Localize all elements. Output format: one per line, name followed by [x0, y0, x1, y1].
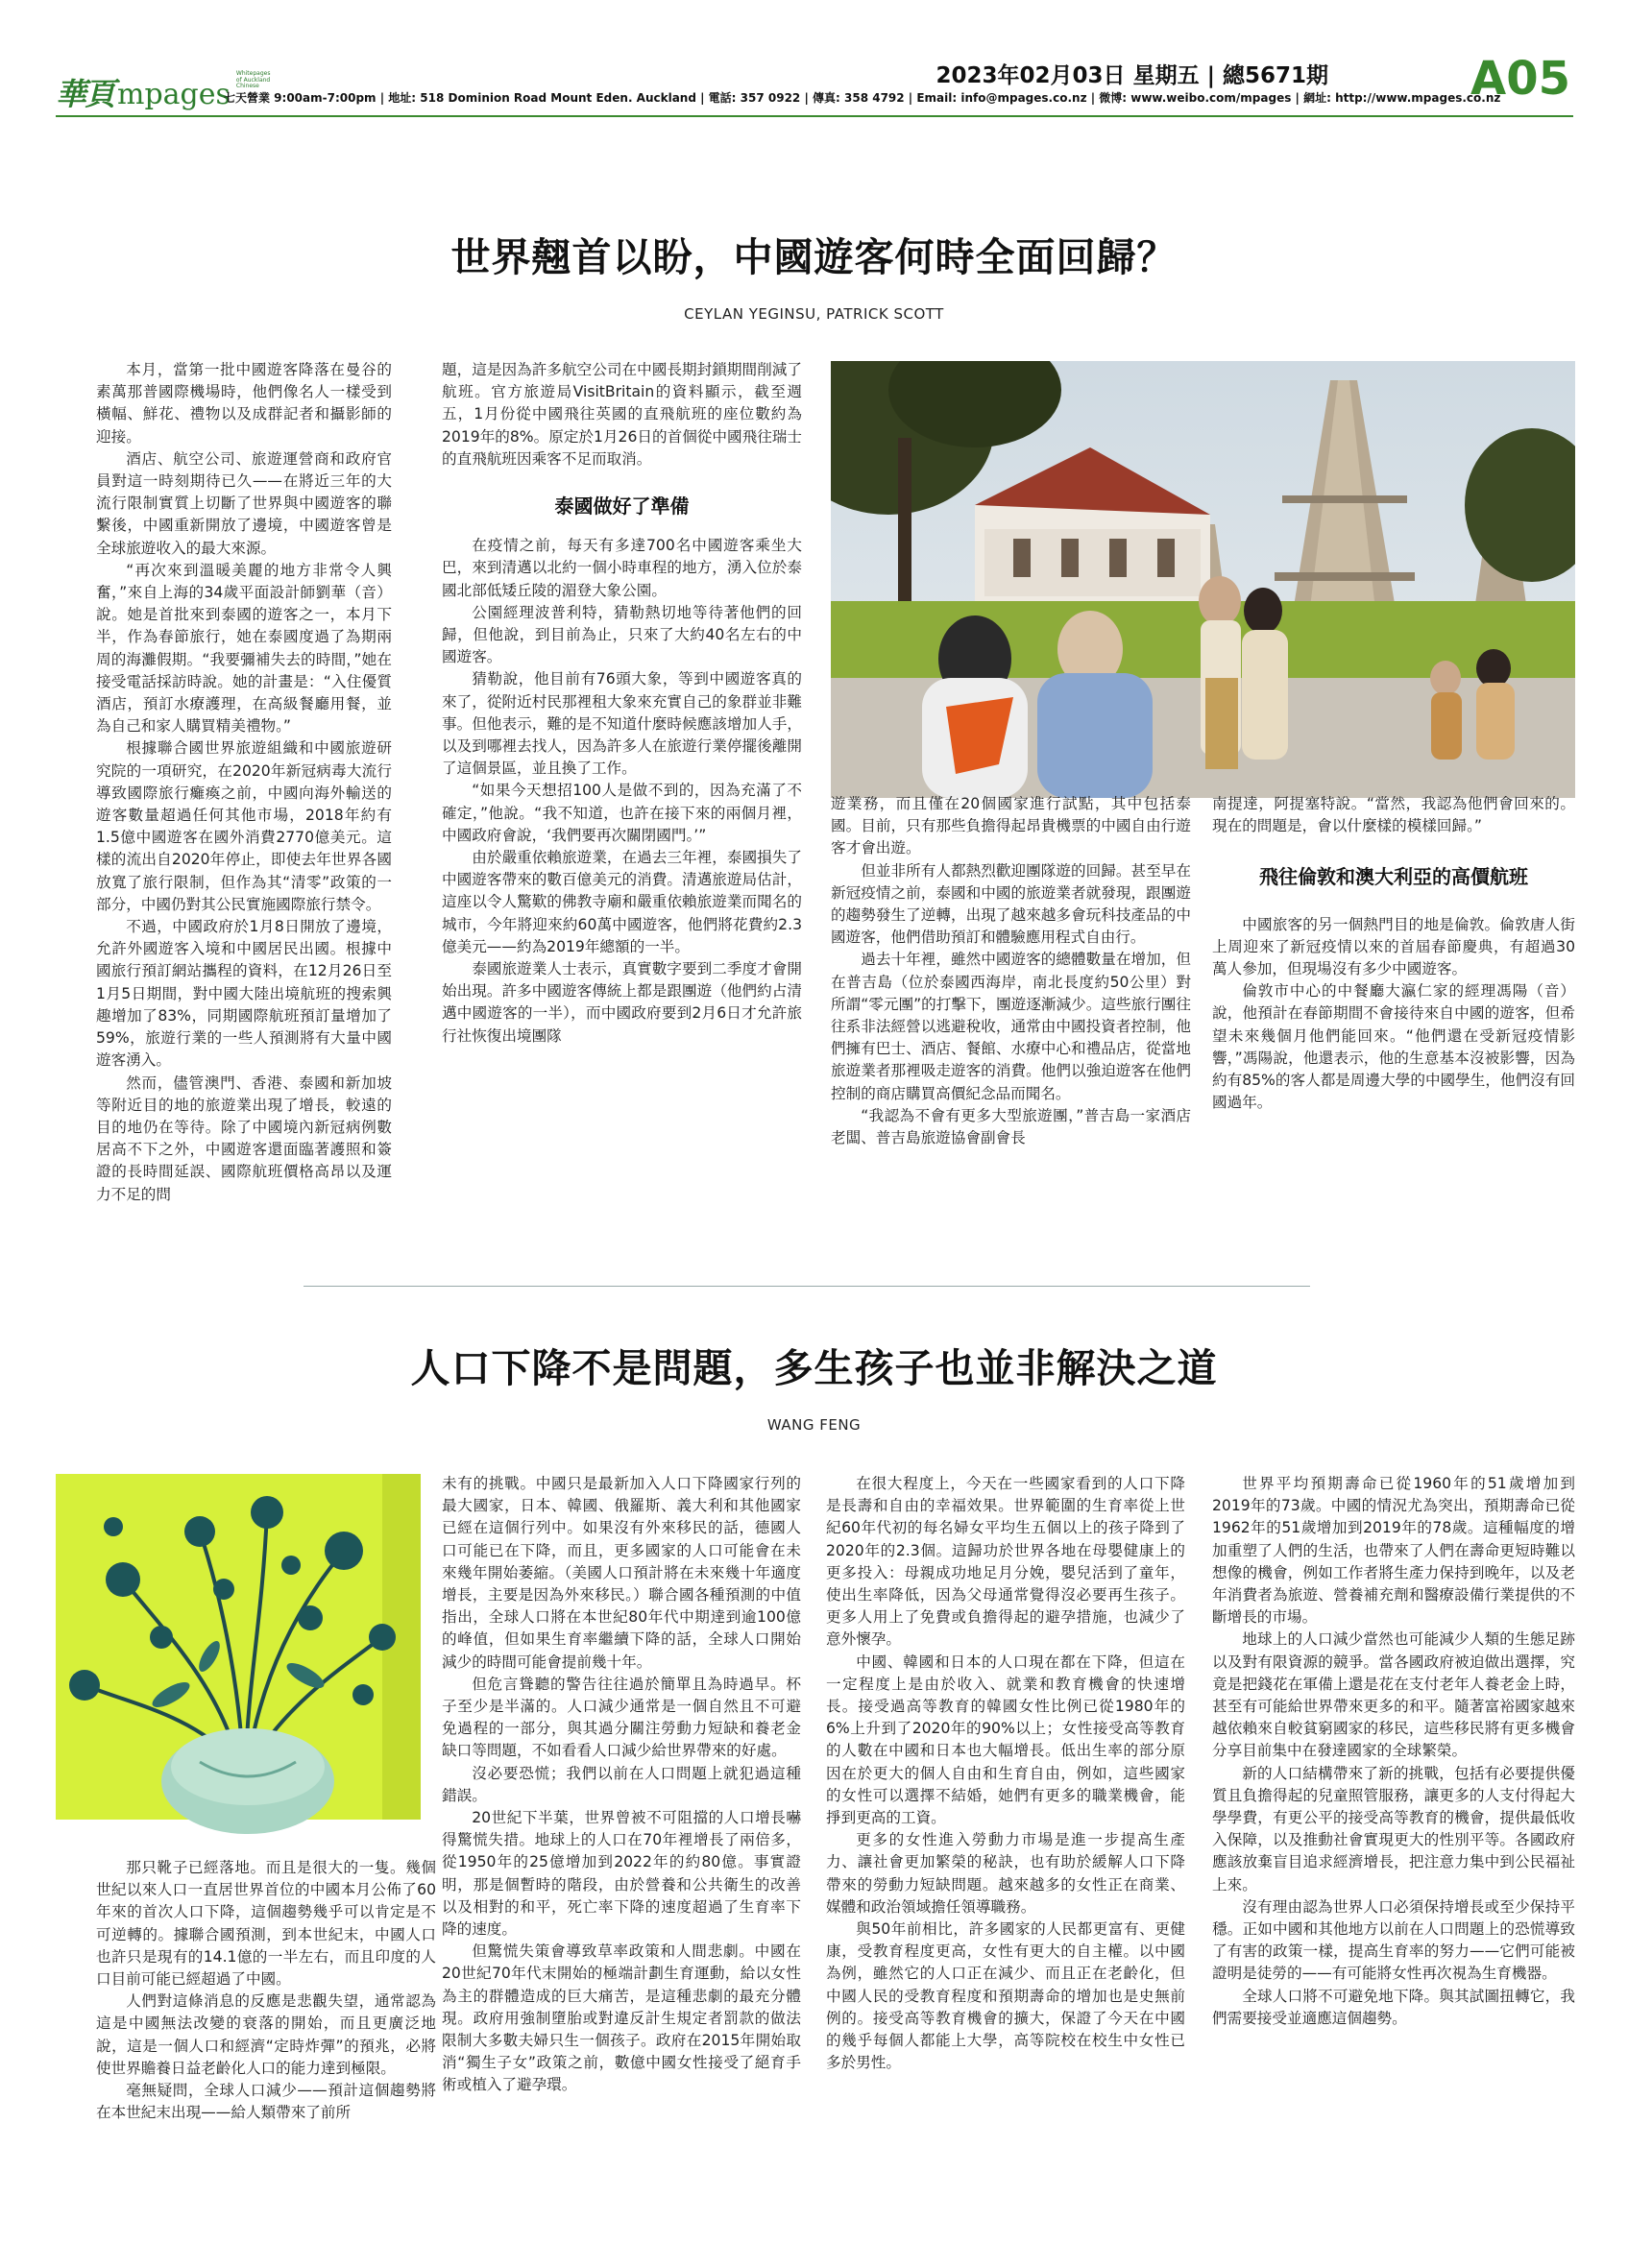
issue-dateline: 2023年02月03日 星期五 | 總5671期: [935, 63, 1328, 88]
paragraph: 未有的挑戰。中國只是最新加入人口下降國家行列的最大國家，日本、韓國、俄羅斯、義大利和其他國家已經在這個行列中。如果沒有外來移民的話，德國人口可能已在下降，而且，更多國家的人口可能會在未來幾年開始萎縮。（美國人口預計將在未來幾十年適度增長，主要是因為外來移民。）聯合國各種預測的中值指出，全球人口將在本世紀80年代中期達到逾100億的峰值，但如果生育率繼續下降的話，全球人口開始減少的時間可能會提前幾十年。: [442, 1475, 801, 1671]
paragraph: 由於嚴重依賴旅遊業，在過去三年裡，泰國損失了中國遊客帶來的數百億美元的消費。清邁旅遊局估計，這座以令人驚歎的佛教寺廟和嚴重依賴旅遊業而聞名的城市，今年將迎來約60萬中國遊客，他們將花費約2.3億美元——約為2019年總額的一半。: [442, 849, 802, 955]
paragraph: “我認為不會有更多大型旅遊團，”普吉島一家酒店老闆、普吉島旅遊協會副會長: [831, 1106, 1191, 1147]
page-number: A05: [1470, 52, 1570, 106]
paragraph: 酒店、航空公司、旅遊運營商和政府官員對這一時刻期待已久——在將近三年的大流行限制實質上切斷了世界與中國遊客的聯繫後，中國重新開放了邊境，中國遊客曾是全球旅遊收入的最大來源。: [96, 449, 392, 557]
paragraph: 新的人口結構帶來了新的挑戰，包括有必要提供優質且負擔得起的兒童照管服務，讓更多的人支付得起大學學費，有更公平的接受高等教育的機會，提供最低收入保障，以及推動社會實現更大的性別平等。各國政府應該放棄盲目追求經濟增長，把注意力集中到公民福祉上來。: [1212, 1764, 1575, 1894]
bouquet-artwork: [56, 1474, 435, 1834]
article2-headline: 人口下降不是問題，多生孩子也並非解決之道: [410, 1345, 1218, 1391]
article1-column-2: [442, 359, 802, 1048]
temple-tourists-photo: [831, 361, 1575, 798]
paragraph: 公園經理波普利特，猜勒熱切地等待著他們的回歸，但他說，到目前為止，只來了大約40名左右的中國遊客。: [442, 603, 802, 666]
paragraph: 猜勒說，他目前有76頭大象，等到中國遊客真的來了，從附近村民那裡租大象來充實自己的象群並非難事。但他表示，難的是不知道什麼時候應該增加人手，以及到哪裡去找人，因為許多人在旅遊行業停擺後離開了這個景區，並且換了工作。: [442, 670, 802, 778]
article-divider: [304, 1286, 1310, 1287]
header-rule: [56, 115, 1573, 117]
paragraph: “再次來到溫暖美麗的地方非常令人興奮，”來自上海的34歲平面設計師劉華（音）說。她是首批來到泰國的遊客之一，本月下半，作為春節旅行，她在泰國度過了為期兩周的海灘假期。“我要彌補失去的時間，”她在接受電話採訪時說。她的計畫是：“入住優質酒店，預訂水療護理，在高級餐廳用餐，並為自己和家人購買精美禮物。”: [96, 561, 392, 736]
article1-headline: 世界翹首以盼，中國遊客何時全面回歸？: [450, 234, 1178, 280]
paragraph: 更多的女性進入勞動力市場是進一步提高生產力、讓社會更加繁榮的秘訣，也有助於緩解人口下降帶來的勞動力短缺問題。越來越多的女性正在商業、媒體和政治領域擔任領導職務。: [826, 1831, 1185, 1916]
article1-subhead-flights: 飛往倫敦和澳大利亞的高價航班: [1259, 865, 1528, 889]
paragraph: 但驚慌失策會導致草率政策和人間悲劇。中國在20世紀70年代末開始的極端計劃生育運動，給以女性為主的群體造成的巨大痛苦，是這種悲劇的最充分體現。政府用強制墮胎或對違反計生規定者罰款的做法限制大多數夫婦只生一個孩子。政府在2015年開始取消“獨生子女”政策之前，數億中國女性接受了絕育手術或植入了避孕環。: [442, 1942, 801, 2094]
paragraph: 在疫情之前，每天有多達700名中國遊客乘坐大巴，來到清邁以北約一個小時車程的地方，湧入位於泰國北部低矮丘陵的湄登大象公園。: [442, 537, 802, 599]
paragraph: 不過，中國政府於1月8日開放了邊境，允許外國遊客入境和中國居民出國。根據中國旅行預訂網站攜程的資料，在12月26日至1月5日期間，對中國大陸出境航班的搜索興趣增加了83%，同期國際航班預訂量增加了59%，旅遊行業的一些人預測將有大量中國遊客湧入。: [96, 918, 392, 1070]
paragraph: 沒必要恐慌；我們以前在人口問題上就犯過這種錯誤。: [442, 1764, 801, 1804]
logo-chinese: 華頁: [56, 75, 114, 112]
paragraph: 題，這是因為許多航空公司在中國長期封鎖期間削減了航班。官方旅遊局VisitBritain的資料顯示，截至週五，1月份從中國飛往英國的直飛航班的座位數約為2019年的8%。原定於1月26日的首個從中國飛往瑞士的直飛航班因乘客不足而取消。: [442, 361, 802, 468]
article2-column-1: [96, 1857, 436, 2124]
paragraph: 全球人口將不可避免地下降。與其試圖扭轉它，我們需要接受並適應這個趨勢。: [1212, 1987, 1575, 2027]
paragraph: 沒有理由認為世界人口必須保持增長或至少保持平穩。正如中國和其他地方以前在人口問題上的恐慌導致了有害的政策一樣，提高生育率的努力——它們可能被證明是徒勞的——有可能將女性再次視為生育機器。: [1212, 1897, 1575, 1983]
article2-column-2: [442, 1473, 801, 2097]
paragraph: 根據聯合國世界旅遊組織和中國旅遊研究院的一項研究，在2020年新冠病毒大流行導致國際旅行癱瘓之前，中國向海外輸送的遊客數量超過任何其他市場，2018年約有1.5億中國遊客在國外消費2770億美元。這樣的流出自2020年停止，即使去年世界各國放寬了旅行限制，但作為其“清零”政策的一部分，中國仍對其公民實施國際旅行禁令。: [96, 739, 392, 913]
paragraph: 世界平均預期壽命已從1960年的51歲增加到2019年的73歲。中國的情況尤為突出，預期壽命已從1962年的51歲增加到2019年的78歲。這種幅度的增加重塑了人們的生活，也帶來了人們在壽命更短時難以想像的機會，例如工作者將生產力保持到晚年，以及老年消費者為旅遊、營養補充劑和醫療設備行業提供的不斷增長的市場。: [1212, 1475, 1575, 1627]
paragraph: 中國、韓國和日本的人口現在都在下降，但這在一定程度上是由於收入、就業和教育機會的快速增長。接受過高等教育的韓國女性比例已從1980年的6%上升到了2020年的90%以上；女性接受高等教育的人數在中國和日本也大幅增長。低出生率的部分原因在於更大的個人自由和生育自由，例如，這些國家的女性可以選擇不結婚，她們有更多的職業機會，能掙到更高的工資。: [826, 1653, 1185, 1827]
paragraph: 但危言聳聽的警告往往過於簡單且為時過早。杯子至少是半滿的。人口減少通常是一個自然且不可避免過程的一部分，與其過分關注勞動力短缺和養老金缺口等問題，不如看看人口減少給世界帶來的好處。: [442, 1675, 801, 1760]
article1-subhead-thailand: 泰國做好了準備: [554, 495, 690, 519]
article1-column-1: [96, 359, 392, 1206]
article1-byline: CEYLAN YEGINSU, PATRICK SCOTT: [684, 305, 944, 323]
contact-info-line: 七天營業 9:00am-7:00pm | 地址: 518 Dominion Road Mount Eden. Auckland | 電話: 357 0922 | 傳真: 358 4792 | Email: info@mpages.co.nz | 微博: www.weibo.com/mpages | 網址: http://www.mpages.co.nz: [224, 91, 1501, 105]
paragraph: 過去十年裡，雖然中國遊客的總體數量在增加，但在普吉島（位於泰國西海岸，南北長度約50公里）對所謂“零元團”的打擊下，團遊逐漸減少。這些旅行團往往系非法經營以逃避稅收，通常由中國投資者控制，他們擁有巴士、酒店、餐館、水療中心和禮品店，從當地旅遊業者那裡吸走遊客的消費。他們以強迫遊客在他們控制的商店購買高價紀念品而聞名。: [831, 951, 1191, 1102]
article2-column-4: [1212, 1473, 1575, 2030]
paragraph: 地球上的人口減少當然也可能減少人類的生態足跡以及對有限資源的競爭。當各國政府被迫做出選擇，究竟是把錢花在軍備上還是花在支付老年人養老金上時，甚至有可能給世界帶來更多的和平。隨著富裕國家越來越依賴來自較貧窮國家的移民，這些移民將有更多機會分享目前集中在發達國家的全球繁榮。: [1212, 1630, 1575, 1760]
paragraph: 那只靴子已經落地。而且是很大的一隻。幾個世紀以來人口一直居世界首位的中國本月公佈了60年來的首次人口下降，這個趨勢幾乎可以肯定是不可逆轉的。據聯合國預測，到本世紀末，中國人口也許只是現有的14.1億的一半左右，而且印度的人口目前可能已經超過了中國。: [96, 1859, 436, 1989]
paragraph: 本月，當第一批中國遊客降落在曼谷的素萬那普國際機場時，他們像名人一樣受到橫幅、鮮花、禮物以及成群記者和攝影師的迎接。: [96, 361, 392, 446]
logo-tagline: Whitepages of Auckland Chinese: [235, 70, 271, 90]
paragraph: 與50年前相比，許多國家的人民都更富有、更健康，受教育程度更高，女性有更大的自主權。以中國為例，雖然它的人口正在減少、而且正在老齡化，但中國人民的受教育程度和預期壽命的增加也是史無前例的。接受高等教育機會的擴大，保證了今天在中國的幾乎每個人都能上大學，高等院校在校生中女性已多於男性。: [826, 1920, 1185, 2072]
logo-english: mpages: [117, 77, 231, 111]
article1-column-4: [1212, 793, 1575, 1114]
article2-column-3: [826, 1473, 1185, 2074]
paragraph: 人們對這條消息的反應是悲觀失望，通常認為這是中國無法改變的衰落的開始，而且更廣泛地說，這是一個人口和經濟“定時炸彈”的預兆，必將使世界贍養日益老齡化人口的能力達到極限。: [96, 1992, 436, 2077]
paragraph: “如果今天想招100人是做不到的，因為充滿了不確定，”他說。“我不知道，也許在接下來的兩個月裡，中國政府會說，‘我們要再次關閉國門。’”: [442, 782, 802, 844]
temple-photo-illustration: [831, 361, 1575, 798]
paragraph: 南提達，阿提塞特說。“當然，我認為他們會回來的。現在的問題是，會以什麼樣的模樣回歸。”: [1212, 795, 1575, 835]
flower-vase-illustration: [56, 1474, 435, 1834]
paragraph: 但並非所有人都熱烈歡迎團隊遊的回歸。甚至早在新冠疫情之前，泰國和中國的旅遊業者就發現，跟團遊的趨勢發生了逆轉，出現了越來越多會玩科技產品的中國遊客，他們借助預訂和體驗應用程式自由行。: [831, 861, 1191, 947]
paragraph: 在很大程度上，今天在一些國家看到的人口下降是長壽和自由的幸福效果。世界範圍的生育率從上世紀60年代初的每名婦女平均生五個以上的孩子降到了2020年的2.3個。這歸功於世界各地在母嬰健康上的更多投入：母親成功地足月分娩，嬰兒活到了童年，使出生率降低，因為父母通常覺得沒必要再生孩子。更多人用上了免費或負擔得起的避孕措施，也減少了意外懷孕。: [826, 1475, 1186, 1649]
paragraph: 然而，儘管澳門、香港、泰國和新加坡等附近目的地的旅遊業出現了增長，較遠的目的地仍在等待。除了中國境內新冠病例數居高不下之外，中國遊客還面臨著護照和簽證的長時間延誤、國際航班價格高昂以及運力不足的問: [96, 1074, 392, 1203]
paragraph: 遊業務，而且僅在20個國家進行試點，其中包括泰國。目前，只有那些負擔得起昂貴機票的中國自由行遊客才會出遊。: [831, 795, 1191, 857]
article1-column-3: [831, 793, 1191, 1149]
article2-byline: WANG FENG: [766, 1416, 862, 1434]
paragraph: 中國旅客的另一個熱門目的地是倫敦。倫敦唐人街上周迎來了新冠疫情以來的首屆春節慶典，有超過30萬人參加，但現場沒有多少中國遊客。: [1212, 915, 1575, 978]
paragraph: 20世紀下半葉，世界曾被不可阻擋的人口增長嚇得驚慌失措。地球上的人口在70年裡增長了兩倍多，從1950年的25億增加到2022年的約80億。事實證明，那是個暫時的階段，由於營養和公共衛生的改善以及相對的和平，死亡率下降的速度超過了生育率下降的速度。: [442, 1809, 801, 1939]
paragraph: 倫敦市中心的中餐廳大瀛仁家的經理馮陽（音）說，他預計在春節期間不會接待來自中國的遊客，但希望未來幾個月他們能回來。“他們還在受新冠疫情影響，”馮陽說，他還表示，他的生意基本沒被影響，因為約有85%的客人都是周邊大學的中國學生，他們沒有回國過年。: [1212, 982, 1575, 1112]
paragraph: 泰國旅遊業人士表示，真實數字要到二季度才會開始出現。許多中國遊客傳統上都是跟團遊（他們約占清邁中國遊客的一半），而中國政府要到2月6日才允許旅行社恢復出境團隊: [442, 960, 802, 1045]
paragraph: 毫無疑問，全球人口減少——預計這個趨勢將在本世紀末出現——給人類帶來了前所: [96, 2082, 436, 2122]
